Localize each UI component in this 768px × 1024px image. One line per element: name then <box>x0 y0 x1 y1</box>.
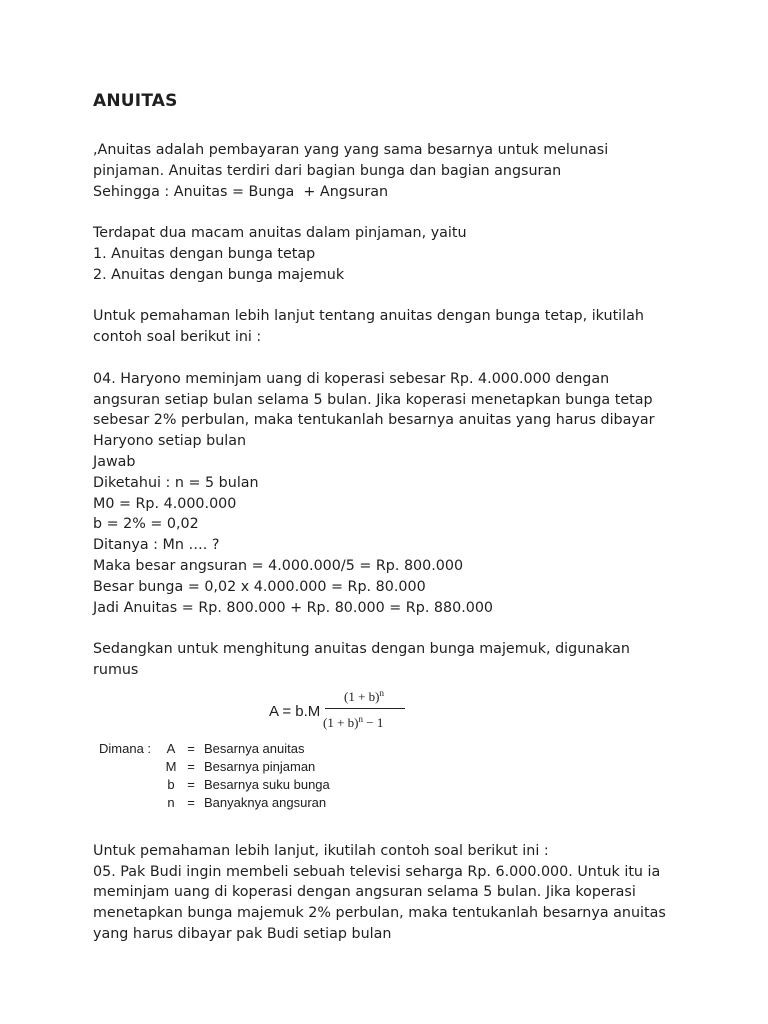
definition-row <box>99 740 399 758</box>
annuity-formula <box>269 685 409 733</box>
definition-symbol: M <box>165 758 177 774</box>
example-05: Untuk pemahaman lebih lanjut, ikutilah contoh soal berikut ini : 05. Pak Budi ingin membeli sebuah televisi seharga Rp. 6.000.000. Untuk itu ia meminjam uang di koperasi dengan angsuran selama 5 bulan. Jika koperasi menetapkan bunga majemuk 2% perbulan, maka tentukanlah besarnya anuitas yang harus dibayar pak Budi setiap bulan <box>93 842 666 942</box>
definition-text: Besarnya suku bunga <box>204 776 330 792</box>
definition-row <box>99 794 399 812</box>
formula-fraction <box>323 685 407 733</box>
fraction-line <box>325 708 405 709</box>
document-title: ANUITAS <box>93 91 178 111</box>
paragraph-gap <box>93 202 693 223</box>
denominator-tail: − 1 <box>363 714 384 730</box>
definition-equals: = <box>187 740 195 756</box>
definition-equals: = <box>187 794 195 810</box>
definition-text: Besarnya anuitas <box>204 740 305 756</box>
definition-symbol: b <box>167 776 175 792</box>
numerator-exponent: n <box>379 687 384 698</box>
definition-equals: = <box>187 776 195 792</box>
paragraph-gap <box>93 286 693 307</box>
formula-numerator <box>344 688 384 705</box>
definition-lead: Dimana : <box>99 740 152 756</box>
example-04: 04. Haryono meminjam uang di koperasi sebesar Rp. 4.000.000 dengan angsuran setiap bulan selama 5 bulan. Jika koperasi menetapkan bunga tetap sebesar 2% perbulan, maka tentukanlah besarnya anuitas yang harus dibayar Haryono setiap bulan Jawab Diketahui : n = 5 bulan M0 = Rp. 4.000.000 b = 2% = 0,02 Ditanya : Mn …. ? Maka besar angsuran = 4.000.000/5 = Rp. 800.000 Besar bunga = 0,02 x 4.000.000 = Rp. 80.000 Jadi Anuitas = Rp. 800.000 + Rp. 80.000 = Rp. 880.000 <box>93 370 655 616</box>
paragraph-gap <box>93 348 693 369</box>
formula-left-side: A = b.M <box>269 702 321 720</box>
definition-symbol: n <box>167 794 175 810</box>
definition-equals: = <box>187 758 195 774</box>
definition-symbol: A <box>166 740 176 756</box>
definition-row <box>99 776 399 794</box>
fixed-interest-intro: Untuk pemahaman lebih lanjut tentang anuitas dengan bunga tetap, ikutilah contoh soal berikut ini : <box>93 308 644 346</box>
annuity-formula-figure <box>93 685 693 828</box>
intro-paragraph: ,Anuitas adalah pembayaran yang yang sama besarnya untuk melunasi pinjaman. Anuitas terdiri dari bagian bunga dan bagian angsuran Sehingga : Anuitas = Bunga + Angsuran <box>93 142 609 200</box>
definition-row <box>99 758 399 776</box>
definition-text: Banyaknya angsuran <box>204 794 327 810</box>
definition-text: Besarnya pinjaman <box>204 758 316 774</box>
denominator-base: (1 + b) <box>323 714 359 730</box>
paragraph-gap <box>93 618 693 639</box>
document-content <box>93 90 693 945</box>
numerator-base: (1 + b) <box>344 688 380 704</box>
formula-denominator <box>323 714 383 731</box>
denominator-exponent: n <box>358 713 363 724</box>
types-list: Terdapat dua macam anuitas dalam pinjaman, yaitu 1. Anuitas dengan bunga tetap 2. Anuitas dengan bunga majemuk <box>93 225 467 283</box>
compound-interest-intro: Sedangkan untuk menghitung anuitas dengan bunga majemuk, digunakan rumus <box>93 641 630 678</box>
formula-definitions <box>99 740 399 812</box>
